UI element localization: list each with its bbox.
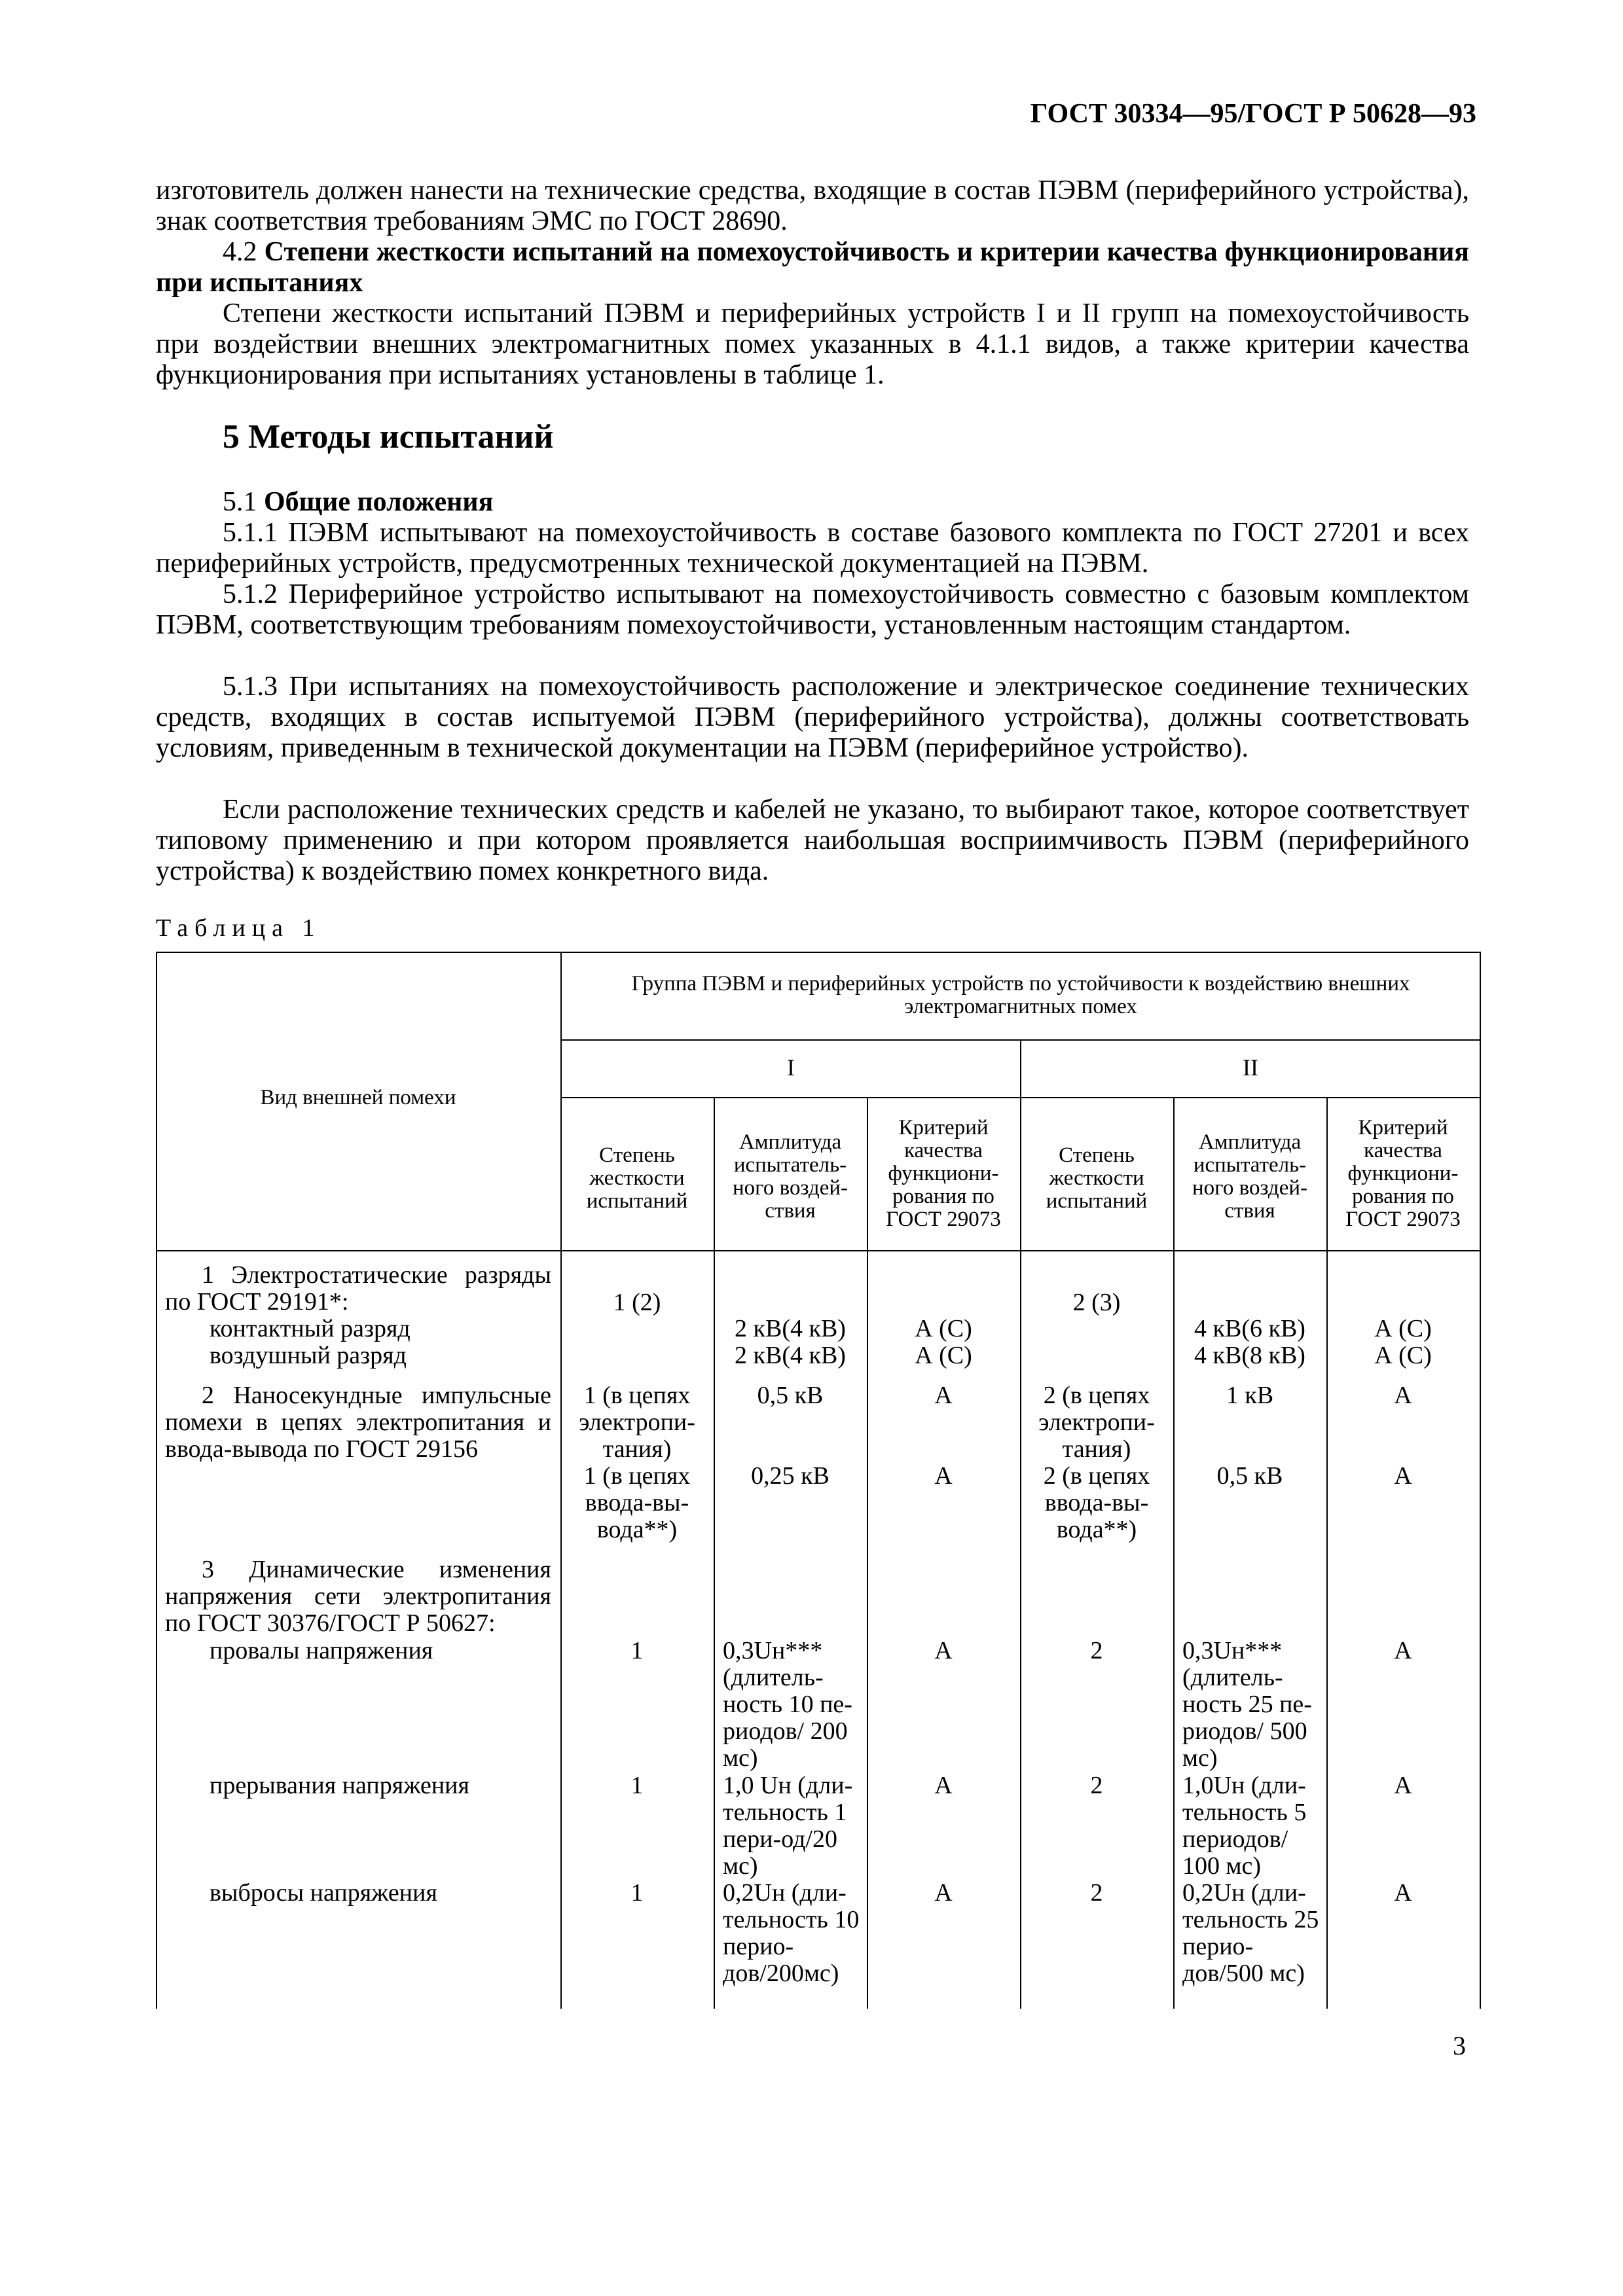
row-3-dips-severity-1: 1 (630, 1637, 644, 1664)
row-3-surges: выбросы напряжения (210, 1879, 437, 1907)
table-column-divider (1173, 1097, 1175, 2009)
section-4-2-title: Степени жесткости испытаний на помехоустойчивость и критерии качества функционирования при испытаниях (156, 237, 1470, 298)
row-2-amplitude-1-io: 0,25 кВ (751, 1462, 830, 1490)
row-1-criterion-2-contact: А (С) (1374, 1315, 1432, 1342)
table-column-divider (1020, 1039, 1021, 2009)
section-5-1-number: 5.1 (223, 487, 257, 517)
table-column-divider (714, 1097, 715, 2009)
table-head-type: Вид внешней помехи (260, 1086, 456, 1109)
paragraph-4-2: Степени жесткости испытаний ПЭВМ и периферийных устройств I и II групп на помехоустойчивость при воздействии внешних электромагнитных помех указанных в 4.1.1 видов, а также критерии качества функционирования при испытаниях установлены в таблице 1. (156, 298, 1469, 390)
row-3-surges-severity-2: 2 (1090, 1879, 1103, 1907)
table-right-border (1480, 952, 1481, 2009)
row-2-amplitude-2-io: 0,5 кВ (1216, 1462, 1283, 1490)
table-head-group-title: Группа ПЭВМ и периферийных устройств по устойчивости к воздействию внешних электромагнитных помех (631, 972, 1410, 1018)
section-5-title: 5 Методы испытаний (223, 418, 554, 456)
row-3-dips-severity-2: 2 (1090, 1637, 1103, 1664)
section-5-1-title: Общие положения (264, 487, 494, 517)
row-2-criterion-2-io: А (1394, 1462, 1412, 1490)
row-3-interruptions-criterion-2: А (1394, 1772, 1412, 1799)
table-left-border (156, 952, 157, 2009)
row-3-interruptions-amplitude-2: 1,0Uн (дли-тельность 5 периодов/ 100 мс) (1182, 1772, 1307, 1880)
row-3-surges-amplitude-2: 0,2Uн (дли-тельность 25 перио-дов/500 мс) (1182, 1879, 1319, 1987)
row-1-criterion-2-air: А (С) (1374, 1342, 1432, 1369)
row-2-severity-1-power: 1 (в цепях электропи-тания) (579, 1382, 695, 1463)
section-5-1-heading (156, 487, 1469, 518)
row-1-contact: контактный разряд (210, 1315, 410, 1342)
row-1-amplitude-2-contact: 4 кВ(6 кВ) (1194, 1315, 1305, 1342)
table-column-divider (1326, 1097, 1328, 2009)
row-2-criterion-1-power: А (934, 1382, 953, 1409)
row-3-surges-amplitude-1: 0,2Uн (дли-тельность 10 перио-дов/200мс) (723, 1879, 860, 1987)
row-3-interruptions-criterion-1: А (934, 1772, 953, 1799)
row-1-severity-2: 2 (3) (1072, 1289, 1121, 1316)
row-1-criterion-1-contact: А (С) (915, 1315, 972, 1342)
table-head-amplitude-2: Амплитуда испытатель-ного воздей-ствия (1192, 1130, 1307, 1223)
row-3-dips-criterion-1: А (934, 1637, 953, 1664)
row-1-title: 1 Электростатические разряды по ГОСТ 29191*: (165, 1261, 551, 1316)
section-4-2-heading (156, 237, 1469, 298)
paragraph-5-1-4: Если расположение технических средств и кабелей не указано, то выбирают такое, которое соответствует типовому применению и при котором проявляется наибольшая восприимчивость ПЭВМ (периферийного устройства) к воздействию помех конкретного вида. (156, 795, 1469, 886)
row-2-criterion-1-io: А (934, 1462, 953, 1490)
row-2-amplitude-1-power: 0,5 кВ (757, 1382, 824, 1409)
paragraph-5-1-3: 5.1.3 При испытаниях на помехоустойчивость расположение и электрическое соединение технических средств, входящих в состав испытуемой ПЭВМ (периферийного устройства), должны соответствовать условиям, приведенным в технической документации на ПЭВМ (периферийное устройство). (156, 672, 1469, 763)
table-column-divider (867, 1097, 868, 2009)
page-number: 3 (1453, 2031, 1466, 2060)
row-3-dips-amplitude-2: 0,3Uн*** (длитель-ность 25 пе-риодов/ 500 мс) (1182, 1637, 1312, 1772)
table-header-bottom-line (156, 1250, 1480, 1251)
table-top-border (156, 952, 1480, 953)
row-2-severity-1-io: 1 (в цепях ввода-вы-вода**) (583, 1462, 691, 1543)
table-head-severity-1: Степень жесткости испытаний (586, 1143, 688, 1213)
row-3-dips-amplitude-1: 0,3Uн*** (длитель-ность 10 пе-риодов/ 200 мс) (723, 1637, 852, 1772)
row-1-criterion-1-air: А (С) (915, 1342, 972, 1369)
row-3-interruptions-severity-2: 2 (1090, 1772, 1103, 1799)
table-column-divider (560, 952, 562, 2009)
row-3-dips-criterion-2: А (1394, 1637, 1412, 1664)
row-1-amplitude-1-air: 2 кВ(4 кВ) (735, 1342, 846, 1369)
row-2-amplitude-2-power: 1 кВ (1226, 1382, 1274, 1409)
paragraph-5-1-1: 5.1.1 ПЭВМ испытывают на помехоустойчивость в составе базового комплекта по ГОСТ 27201 и всех периферийных устройств, предусмотренных технической документацией на ПЭВМ. (156, 518, 1469, 579)
row-2-criterion-2-power: А (1394, 1382, 1412, 1409)
row-3-title: 3 Динамические изменения напряжения сети электропитания по ГОСТ 30376/ГОСТ Р 50627: (165, 1556, 551, 1637)
row-3-interruptions-severity-1: 1 (630, 1772, 644, 1799)
table-head-criterion-2: Критерий качества функциони-рования по ГОСТ 29073 (1345, 1116, 1461, 1231)
table-head-group-1: I (787, 1054, 795, 1081)
row-1-air: воздушный разряд (210, 1342, 407, 1369)
row-3-dips: провалы напряжения (210, 1637, 433, 1664)
table-head-amplitude-1: Амплитуда испытатель-ного воздей-ствия (732, 1130, 848, 1223)
section-4-2-number: 4.2 (223, 237, 257, 267)
row-3-surges-criterion-2: А (1394, 1879, 1412, 1907)
paragraph-intro: изготовитель должен нанести на технические средства, входящие в состав ПЭВМ (периферийного устройства), знак соответствия требованиям ЭМС по ГОСТ 28690. (156, 175, 1469, 236)
row-2-severity-2-io: 2 (в цепях ввода-вы-вода**) (1043, 1462, 1150, 1543)
table-caption: Таблица 1 (156, 914, 321, 942)
table-head-group-2: II (1243, 1054, 1258, 1081)
row-1-severity-1: 1 (2) (613, 1289, 661, 1316)
row-3-surges-severity-1: 1 (630, 1879, 644, 1907)
row-3-interruptions-amplitude-1: 1,0 Uн (дли-тельность 1 пери-од/20 мс) (723, 1772, 853, 1880)
row-1-amplitude-1-contact: 2 кВ(4 кВ) (735, 1315, 846, 1342)
table-head-severity-2: Степень жесткости испытаний (1046, 1143, 1148, 1213)
row-2-title: 2 Наносекундные импульсные помехи в цепях электропитания и ввода-вывода по ГОСТ 29156 (165, 1382, 551, 1463)
row-3-interruptions: прерывания напряжения (210, 1772, 469, 1799)
row-1-amplitude-2-air: 4 кВ(8 кВ) (1194, 1342, 1305, 1369)
row-2-severity-2-power: 2 (в цепях электропи-тания) (1038, 1382, 1155, 1463)
paragraph-5-1-2: 5.1.2 Периферийное устройство испытывают на помехоустойчивость совместно с базовым комплектом ПЭВМ, соответствующим требованиям помехоустойчивости, установленным настоящим стандартом. (156, 579, 1469, 640)
row-3-surges-criterion-1: А (934, 1879, 953, 1907)
table-head-criterion-1: Критерий качества функциони-рования по ГОСТ 29073 (886, 1116, 1001, 1231)
document-header: ГОСТ 30334—95/ГОСТ Р 50628—93 (1030, 99, 1476, 129)
